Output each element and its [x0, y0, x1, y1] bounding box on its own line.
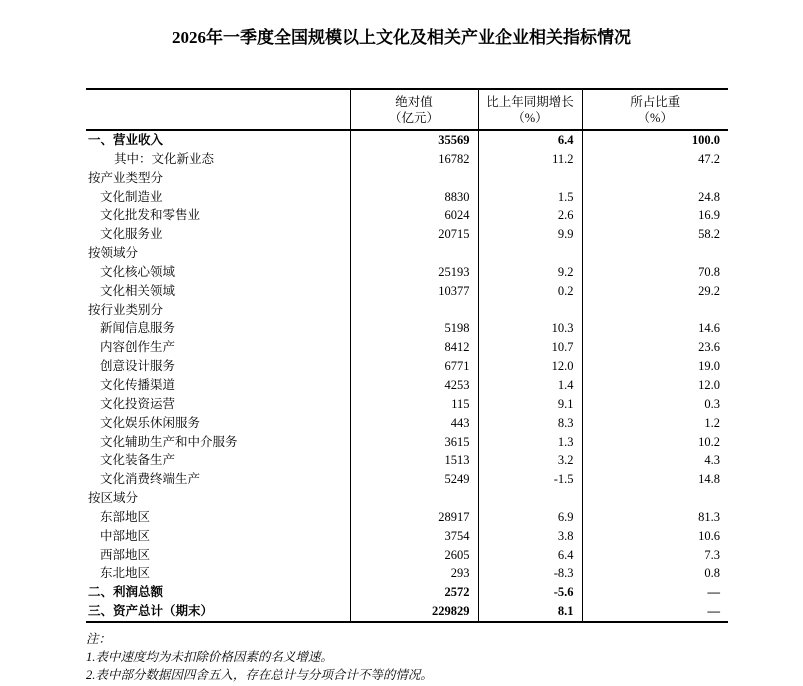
table-row — [86, 282, 728, 301]
share-cell: 1.2 — [582, 414, 728, 433]
row-label: 文化批发和零售业 — [100, 208, 201, 223]
share-cell: — — [582, 583, 728, 602]
absolute-value-cell: 10377 — [350, 282, 478, 301]
row-label: 三、资产总计（期末） — [88, 604, 214, 619]
share-cell: 16.9 — [582, 206, 728, 225]
growth-cell — [478, 169, 582, 188]
row-label: 按领域分 — [88, 246, 139, 261]
row-label: 中部地区 — [100, 528, 151, 543]
growth-cell: 6.4 — [478, 130, 582, 150]
absolute-value-cell: 443 — [350, 414, 478, 433]
header-row — [86, 89, 728, 130]
page-title: 2026年一季度全国规模以上文化及相关产业企业相关指标情况 — [172, 28, 631, 47]
footnotes — [86, 630, 803, 684]
absolute-value-cell: 8412 — [350, 338, 478, 357]
row-label: 文化娱乐休闲服务 — [100, 415, 201, 430]
col-header-unit: （%） — [512, 110, 548, 125]
row-label: 东部地区 — [100, 509, 151, 524]
table-row — [86, 130, 728, 150]
col-header-share — [582, 89, 728, 130]
row-label: 内容创作生产 — [100, 340, 176, 355]
absolute-value-cell: 115 — [350, 395, 478, 414]
growth-cell: 6.9 — [478, 508, 582, 527]
table-row — [86, 169, 728, 188]
table-row — [86, 546, 728, 565]
growth-cell — [478, 301, 582, 320]
share-cell: 100.0 — [582, 130, 728, 150]
share-cell: 7.3 — [582, 546, 728, 565]
share-cell: 24.8 — [582, 188, 728, 207]
growth-cell: -1.5 — [478, 470, 582, 489]
share-cell: 14.6 — [582, 319, 728, 338]
table-row — [86, 451, 728, 470]
col-header-label: 绝对值 — [395, 94, 433, 109]
growth-cell: -5.6 — [478, 583, 582, 602]
share-cell: 81.3 — [582, 508, 728, 527]
share-cell: 4.3 — [582, 451, 728, 470]
share-cell: 14.8 — [582, 470, 728, 489]
growth-cell: 9.9 — [478, 225, 582, 244]
growth-cell: -8.3 — [478, 564, 582, 583]
table-header — [86, 89, 728, 130]
share-cell: 12.0 — [582, 376, 728, 395]
absolute-value-cell: 3754 — [350, 527, 478, 546]
share-cell: 0.8 — [582, 564, 728, 583]
absolute-value-cell: 28917 — [350, 508, 478, 527]
absolute-value-cell: 2572 — [350, 583, 478, 602]
growth-cell: 1.3 — [478, 433, 582, 452]
table-row — [86, 188, 728, 207]
share-cell: 58.2 — [582, 225, 728, 244]
table-row — [86, 602, 728, 622]
absolute-value-cell: 5249 — [350, 470, 478, 489]
growth-cell: 1.4 — [478, 376, 582, 395]
share-cell — [582, 244, 728, 263]
row-label: 西部地区 — [100, 547, 151, 562]
absolute-value-cell — [350, 244, 478, 263]
row-label: 文化投资运营 — [100, 396, 176, 411]
row-label: 一、营业收入 — [88, 133, 164, 147]
table-row — [86, 395, 728, 414]
row-label: 新闻信息服务 — [100, 321, 176, 336]
share-cell — [582, 301, 728, 320]
row-label: 按行业类别分 — [88, 302, 164, 317]
share-cell — [582, 489, 728, 508]
table-row — [86, 583, 728, 602]
absolute-value-cell: 1513 — [350, 451, 478, 470]
growth-cell: 0.2 — [478, 282, 582, 301]
share-cell: — — [582, 602, 728, 622]
absolute-value-cell: 35569 — [350, 130, 478, 150]
row-label: 其中：文化新业态 — [114, 151, 215, 166]
table-row — [86, 301, 728, 320]
col-header-unit: （亿元） — [388, 110, 439, 125]
table-body — [86, 130, 728, 622]
absolute-value-cell: 3615 — [350, 433, 478, 452]
growth-cell: 6.4 — [478, 546, 582, 565]
growth-cell: 3.8 — [478, 527, 582, 546]
growth-cell: 9.1 — [478, 395, 582, 414]
col-header-growth — [478, 89, 582, 130]
absolute-value-cell: 16782 — [350, 150, 478, 169]
row-label: 文化相关领域 — [100, 283, 176, 298]
table-row — [86, 338, 728, 357]
growth-cell: 11.2 — [478, 150, 582, 169]
share-cell: 70.8 — [582, 263, 728, 282]
table-row — [86, 244, 728, 263]
table-row — [86, 414, 728, 433]
table-row — [86, 508, 728, 527]
table-row — [86, 527, 728, 546]
share-cell: 10.6 — [582, 527, 728, 546]
table-row — [86, 433, 728, 452]
absolute-value-cell: 293 — [350, 564, 478, 583]
share-cell — [582, 169, 728, 188]
growth-cell: 8.1 — [478, 602, 582, 622]
col-header-absolute-value — [350, 89, 478, 130]
absolute-value-cell: 4253 — [350, 376, 478, 395]
corner-cell — [86, 89, 350, 130]
share-cell: 10.2 — [582, 433, 728, 452]
growth-cell: 3.2 — [478, 451, 582, 470]
absolute-value-cell: 5198 — [350, 319, 478, 338]
table-row — [86, 357, 728, 376]
growth-cell: 10.7 — [478, 338, 582, 357]
absolute-value-cell: 20715 — [350, 225, 478, 244]
absolute-value-cell: 8830 — [350, 188, 478, 207]
share-cell: 29.2 — [582, 282, 728, 301]
row-label: 按区域分 — [88, 491, 139, 506]
footnote-item: 1.表中速度均为未扣除价格因素的名义增速。 — [86, 649, 333, 664]
row-label: 文化传播渠道 — [100, 377, 176, 392]
absolute-value-cell — [350, 301, 478, 320]
table-row — [86, 206, 728, 225]
col-header-unit: （%） — [637, 110, 673, 125]
growth-cell: 10.3 — [478, 319, 582, 338]
footnote-item: 2.表中部分数据因四舍五入，存在总计与分项合计不等的情况。 — [86, 667, 433, 682]
absolute-value-cell: 229829 — [350, 602, 478, 622]
absolute-value-cell — [350, 489, 478, 508]
row-label: 文化辅助生产和中介服务 — [100, 434, 238, 449]
share-cell: 23.6 — [582, 338, 728, 357]
indicators-table — [86, 88, 728, 623]
row-label: 文化消费终端生产 — [100, 472, 201, 487]
absolute-value-cell: 6771 — [350, 357, 478, 376]
share-cell: 47.2 — [582, 150, 728, 169]
growth-cell: 12.0 — [478, 357, 582, 376]
absolute-value-cell: 25193 — [350, 263, 478, 282]
share-cell: 19.0 — [582, 357, 728, 376]
row-label: 文化服务业 — [100, 227, 163, 242]
col-header-label: 所占比重 — [630, 94, 681, 109]
table-row — [86, 489, 728, 508]
table-row — [86, 564, 728, 583]
growth-cell: 2.6 — [478, 206, 582, 225]
row-label: 按产业类型分 — [88, 170, 164, 185]
absolute-value-cell — [350, 169, 478, 188]
growth-cell — [478, 489, 582, 508]
growth-cell: 9.2 — [478, 263, 582, 282]
row-label: 东北地区 — [100, 566, 151, 581]
row-label: 文化核心领域 — [100, 264, 176, 279]
table-row — [86, 319, 728, 338]
table-row — [86, 225, 728, 244]
table-row — [86, 470, 728, 489]
row-label: 文化制造业 — [100, 189, 163, 204]
share-cell: 0.3 — [582, 395, 728, 414]
table-row — [86, 263, 728, 282]
row-label: 二、利润总额 — [88, 585, 164, 600]
growth-cell — [478, 244, 582, 263]
growth-cell: 1.5 — [478, 188, 582, 207]
table-row — [86, 376, 728, 395]
growth-cell: 8.3 — [478, 414, 582, 433]
absolute-value-cell: 6024 — [350, 206, 478, 225]
row-label: 文化装备生产 — [100, 453, 176, 468]
footnote-heading: 注： — [86, 631, 112, 646]
row-label: 创意设计服务 — [100, 359, 176, 374]
col-header-label: 比上年同期增长 — [486, 94, 574, 109]
table-row — [86, 150, 728, 169]
absolute-value-cell: 2605 — [350, 546, 478, 565]
